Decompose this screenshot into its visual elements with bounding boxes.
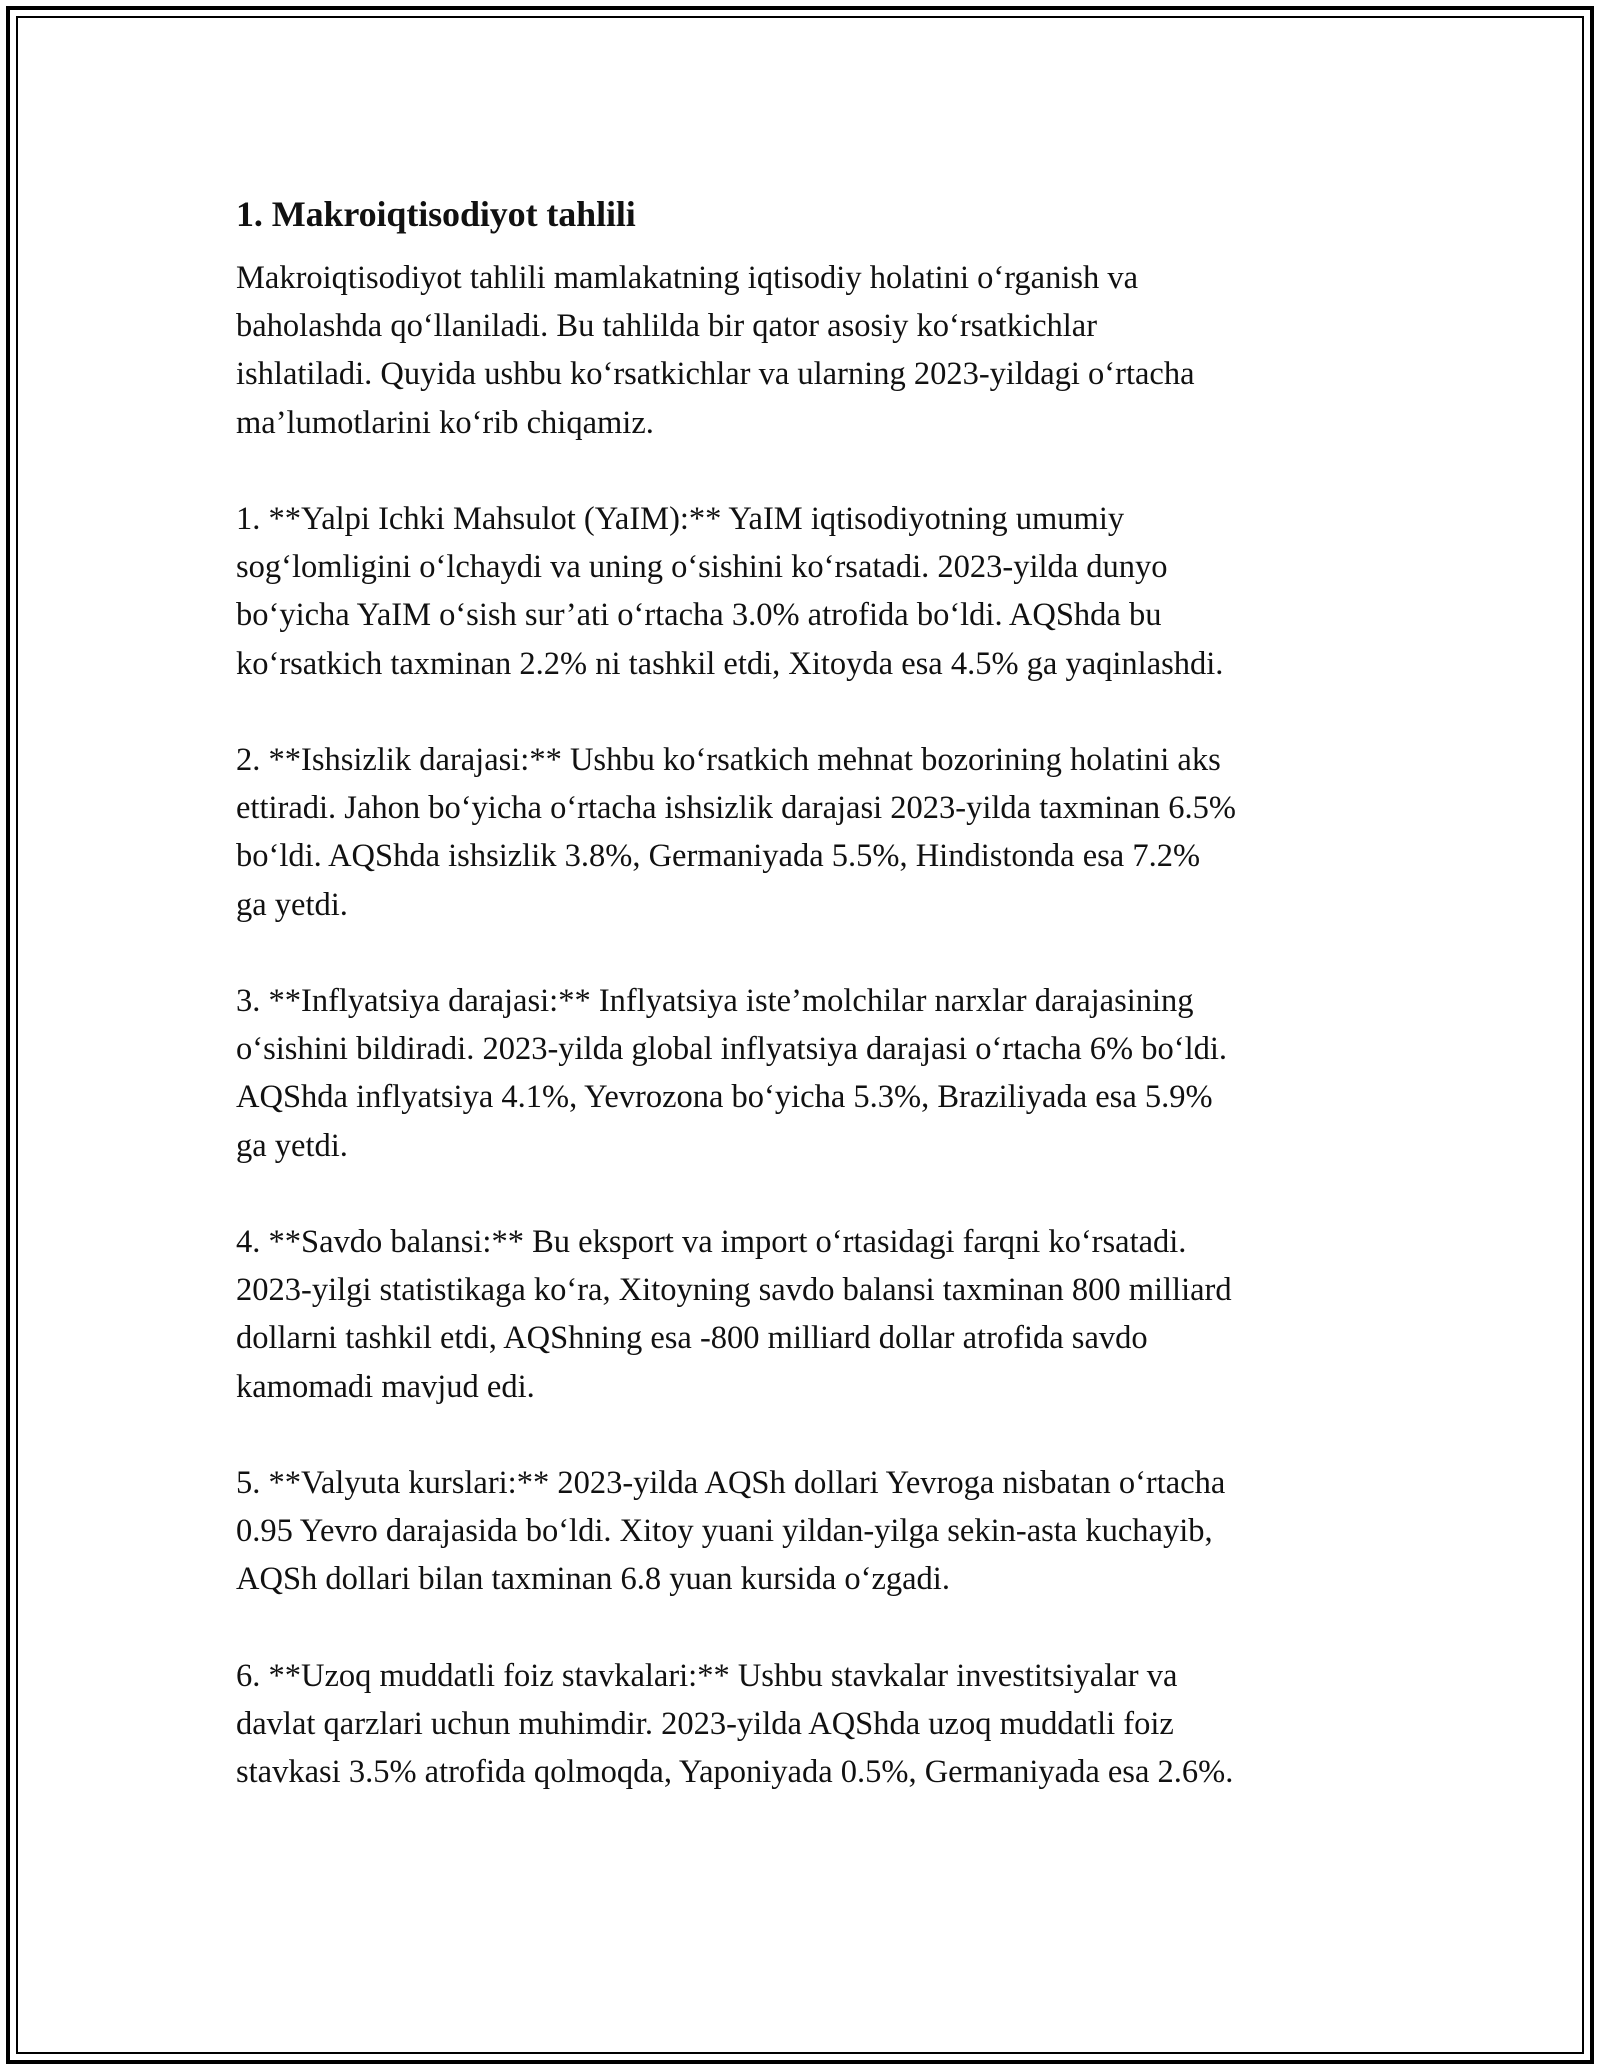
section-heading: 1. Makroiqtisodiyot tahlili — [236, 194, 636, 234]
text-line: 0.95 Yevro darajasida bo‘ldi. Xitoy yuani yildan-yilga sekin-asta kuchayib, — [236, 1513, 1213, 1550]
text-line: ishlatiladi. Quyida ushbu ko‘rsatkichlar va ularning 2023-yildagi o‘rtacha — [236, 356, 1195, 393]
text-line: dollarni tashkil etdi, AQShning esa -800 milliard dollar atrofida savdo — [236, 1320, 1148, 1357]
text-line: sog‘lomligini o‘lchaydi va uning o‘sishini ko‘rsatadi. 2023-yilda dunyo — [236, 549, 1168, 586]
text-line: ga yetdi. — [236, 1127, 348, 1164]
list-item-unemployment — [236, 736, 1376, 929]
text-line: 4. **Savdo balansi:** Bu eksport va import o‘rtasidagi farqni ko‘rsatadi. — [236, 1224, 1187, 1260]
text-line: ettiradi. Jahon bo‘yicha o‘rtacha ishsizlik darajasi 2023-yilda taxminan 6.5% — [236, 790, 1236, 827]
text-line: ga yetdi. — [236, 886, 348, 923]
text-line: kamomadi mavjud edi. — [236, 1368, 535, 1405]
text-line: 3. **Inflyatsiya darajasi:** Inflyatsiya iste’molchilar narxlar darajasining — [236, 983, 1194, 1019]
text-line: AQSh dollari bilan taxminan 6.8 yuan kursida o‘zgadi. — [236, 1561, 950, 1598]
document-body — [236, 186, 1376, 1796]
text-line: ko‘rsatkich taxminan 2.2% ni tashkil etdi, Xitoyda esa 4.5% ga yaqinlashdi. — [236, 645, 1224, 682]
text-line: bo‘yicha YaIM o‘sish sur’ati o‘rtacha 3.0% atrofida bo‘ldi. AQShda bu — [236, 597, 1162, 634]
list-item-interest-rates — [236, 1652, 1376, 1797]
text-line: ma’lumotlarini ko‘rib chiqamiz. — [236, 404, 654, 441]
text-line: 6. **Uzoq muddatli foiz stavkalari:** Ushbu stavkalar investitsiyalar va — [236, 1657, 1178, 1694]
list-item-exchange-rates — [236, 1459, 1376, 1604]
list-item-trade-balance — [236, 1218, 1376, 1411]
intro-paragraph — [236, 254, 1376, 447]
text-line: 2023-yilgi statistikaga ko‘ra, Xitoyning savdo balansi taxminan 800 milliard — [236, 1272, 1232, 1309]
list-item-inflation — [236, 977, 1376, 1170]
text-line: o‘sishini bildiradi. 2023-yilda global inflyatsiya darajasi o‘rtacha 6% bo‘ldi. — [236, 1031, 1228, 1068]
text-line: stavkasi 3.5% atrofida qolmoqda, Yaponiyada 0.5%, Germaniyada esa 2.6%. — [236, 1754, 1234, 1791]
text-line: bo‘ldi. AQShda ishsizlik 3.8%, Germaniyada 5.5%, Hindistonda esa 7.2% — [236, 838, 1201, 875]
text-line: 5. **Valyuta kurslari:** 2023-yilda AQSh dollari Yevroga nisbatan o‘rtacha — [236, 1465, 1226, 1501]
text-line: baholashda qo‘llaniladi. Bu tahlilda bir qator asosiy ko‘rsatkichlar — [236, 308, 1098, 345]
text-line: davlat qarzlari uchun muhimdir. 2023-yilda AQShda uzoq muddatli foiz — [236, 1706, 1174, 1742]
text-line: 2. **Ishsizlik darajasi:** Ushbu ko‘rsatkich mehnat bozorining holatini aks — [236, 742, 1221, 778]
text-line: AQShda inflyatsiya 4.1%, Yevrozona bo‘yicha 5.3%, Braziliyada esa 5.9% — [236, 1079, 1213, 1116]
list-item-gdp — [236, 495, 1376, 688]
text-line: Makroiqtisodiyot tahlili mamlakatning iqtisodiy holatini o‘rganish va — [236, 260, 1139, 296]
text-line: 1. **Yalpi Ichki Mahsulot (YaIM):** YaIM iqtisodiyotning umumiy — [236, 501, 1125, 537]
